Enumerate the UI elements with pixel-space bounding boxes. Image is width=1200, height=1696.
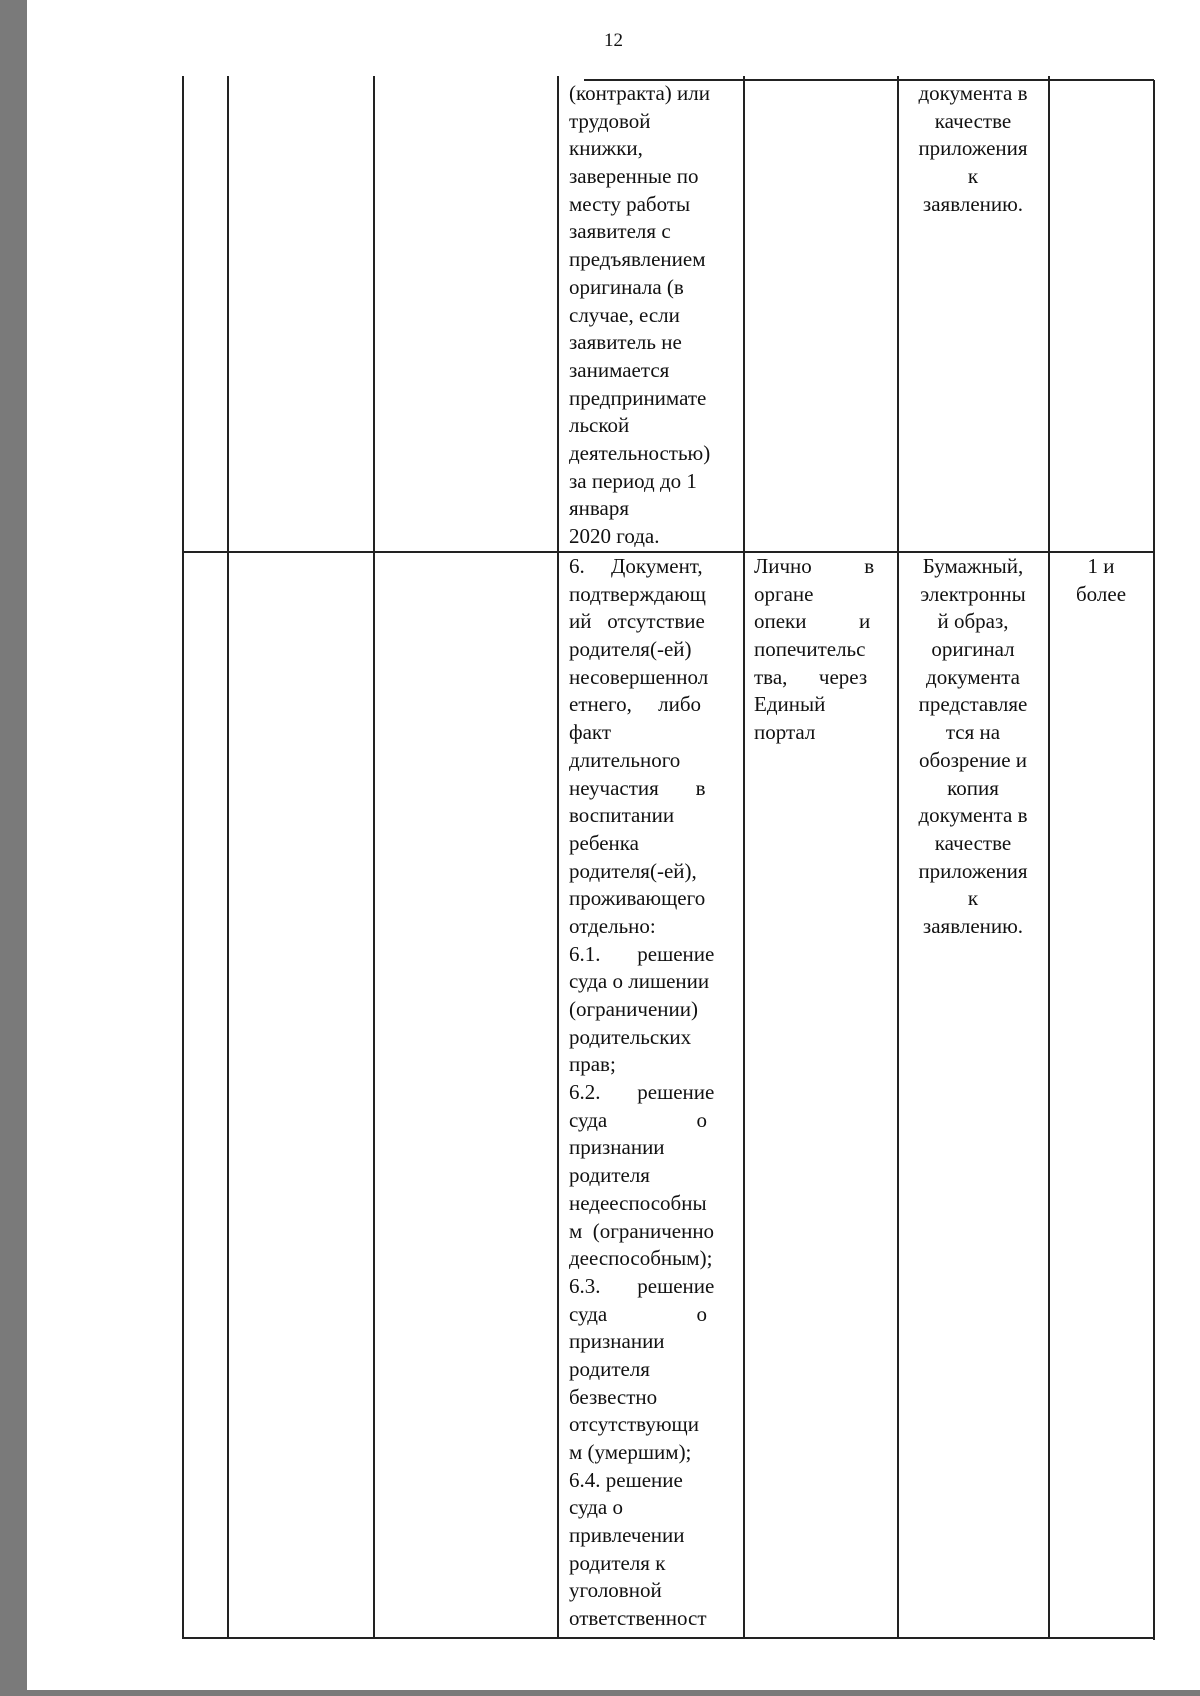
text-line: заявитель не — [569, 330, 682, 355]
column-border — [557, 76, 559, 1638]
column-border — [227, 76, 229, 1638]
text-line: деятельностью) — [569, 440, 711, 465]
text-line: родителя(-ей), — [569, 858, 697, 883]
text-line: (ограничении) — [569, 997, 698, 1021]
text-line: признании — [569, 1329, 665, 1354]
text-line: трудовой — [569, 108, 651, 133]
text-line: безвестно — [569, 1384, 658, 1409]
text-line: копия — [947, 775, 999, 800]
text-line: документа в — [918, 81, 1028, 105]
column-border — [373, 76, 375, 1638]
text-line: электронны — [920, 581, 1026, 606]
text-line: суда о — [569, 1495, 623, 1520]
text-line: 2020 года. — [569, 524, 660, 548]
text-line: документа — [926, 664, 1020, 689]
text-line: родительских — [569, 1024, 692, 1049]
text-line: (контракта) или — [569, 81, 711, 105]
text-line: заявлению. — [922, 191, 1024, 216]
page-number: 12 — [604, 30, 623, 51]
text-line: неучастия в — [569, 775, 706, 800]
text-line: качестве — [934, 830, 1012, 855]
text-line: оригинала (в — [569, 274, 684, 299]
text-line: попечительс — [754, 637, 866, 662]
viewer-border — [0, 1690, 1200, 1696]
text-line: месту работы — [569, 191, 691, 216]
text-line: длительного — [569, 747, 681, 772]
text-line: качестве — [934, 108, 1012, 133]
text-line: й образ, — [937, 609, 1009, 634]
text-line: ий отсутствие — [569, 609, 705, 634]
text-line: тва, через — [754, 664, 868, 689]
text-line: приложения — [918, 136, 1028, 161]
text-line: уголовной — [569, 1578, 662, 1603]
cell-document-continued — [569, 80, 739, 551]
text-line: суда о лишении — [569, 969, 710, 994]
text-line: прав; — [569, 1052, 616, 1077]
text-line: предъявлением — [569, 247, 706, 272]
text-line: 6.1. решение — [569, 941, 715, 966]
text-line: приложения — [918, 858, 1028, 883]
text-line: предпринимате — [569, 385, 707, 410]
text-line: случае, если — [569, 302, 680, 327]
text-line: более — [1075, 581, 1127, 606]
text-line: книжки, — [569, 136, 643, 161]
column-border — [182, 76, 184, 1638]
text-line: льской — [569, 413, 630, 438]
text-line: етнего, либо — [569, 692, 702, 717]
text-line: м (умершим); — [569, 1440, 692, 1464]
text-line: проживающего — [569, 886, 706, 911]
column-border — [1048, 76, 1050, 1638]
text-line: признании — [569, 1135, 665, 1160]
text-line: недееспособны — [569, 1190, 707, 1215]
text-line: ребенка — [569, 830, 639, 855]
text-line: Лично в — [754, 554, 875, 578]
row-border — [182, 1637, 1154, 1639]
text-line: родителя(-ей) — [569, 637, 692, 662]
cell-submission-row-6 — [754, 553, 894, 747]
text-line: 6.3. решение — [569, 1273, 715, 1298]
text-line: ответственност — [569, 1606, 707, 1631]
text-line: отсутствующи — [569, 1412, 699, 1437]
text-line: родителя к — [569, 1550, 666, 1575]
text-line: января — [569, 496, 630, 521]
column-border — [743, 76, 745, 1638]
document-page — [27, 0, 1200, 1690]
text-line: м (ограниченно — [569, 1218, 715, 1243]
text-line: Единый — [754, 692, 826, 717]
text-line: тся на — [945, 720, 1001, 745]
cell-quantity-row-6 — [1050, 553, 1152, 608]
text-line: представляе — [918, 692, 1028, 717]
cell-document-row-6 — [569, 553, 739, 1633]
text-line: родителя — [569, 1163, 650, 1188]
cell-form-row-6 — [899, 553, 1047, 941]
text-line: опеки и — [754, 609, 871, 634]
text-line: отдельно: — [569, 913, 656, 938]
text-line: 1 и — [1087, 554, 1115, 578]
text-line: факт — [569, 720, 612, 745]
text-line: заверенные по — [569, 164, 699, 189]
text-line: занимается — [569, 357, 670, 382]
text-line: оригинал — [931, 637, 1015, 662]
text-line: дееспособным); — [569, 1246, 713, 1271]
text-line: заявителя с — [569, 219, 671, 244]
cell-form-continued — [899, 80, 1047, 218]
text-line: Бумажный, — [922, 554, 1024, 578]
text-line: портал — [754, 720, 816, 745]
text-line: несовершеннол — [569, 664, 709, 689]
text-line: воспитании — [569, 803, 675, 828]
text-line: 6.4. решение — [569, 1467, 683, 1492]
text-line: 6. Документ, — [569, 554, 703, 578]
text-line: органе — [754, 581, 814, 606]
text-line: 6.2. решение — [569, 1080, 715, 1105]
text-line: суда о — [569, 1107, 707, 1132]
text-line: суда о — [569, 1301, 707, 1326]
text-line: к — [967, 886, 979, 911]
text-line: заявлению. — [922, 913, 1024, 938]
text-line: родителя — [569, 1356, 650, 1381]
text-line: за период до 1 — [569, 468, 697, 493]
column-border — [1153, 80, 1155, 1640]
text-line: привлечении — [569, 1523, 685, 1548]
requirements-table — [27, 0, 1200, 1690]
text-line: документа в — [918, 803, 1028, 828]
text-line: подтверждающ — [569, 581, 706, 606]
text-line: обозрение и — [918, 747, 1028, 772]
text-line: к — [967, 164, 979, 189]
